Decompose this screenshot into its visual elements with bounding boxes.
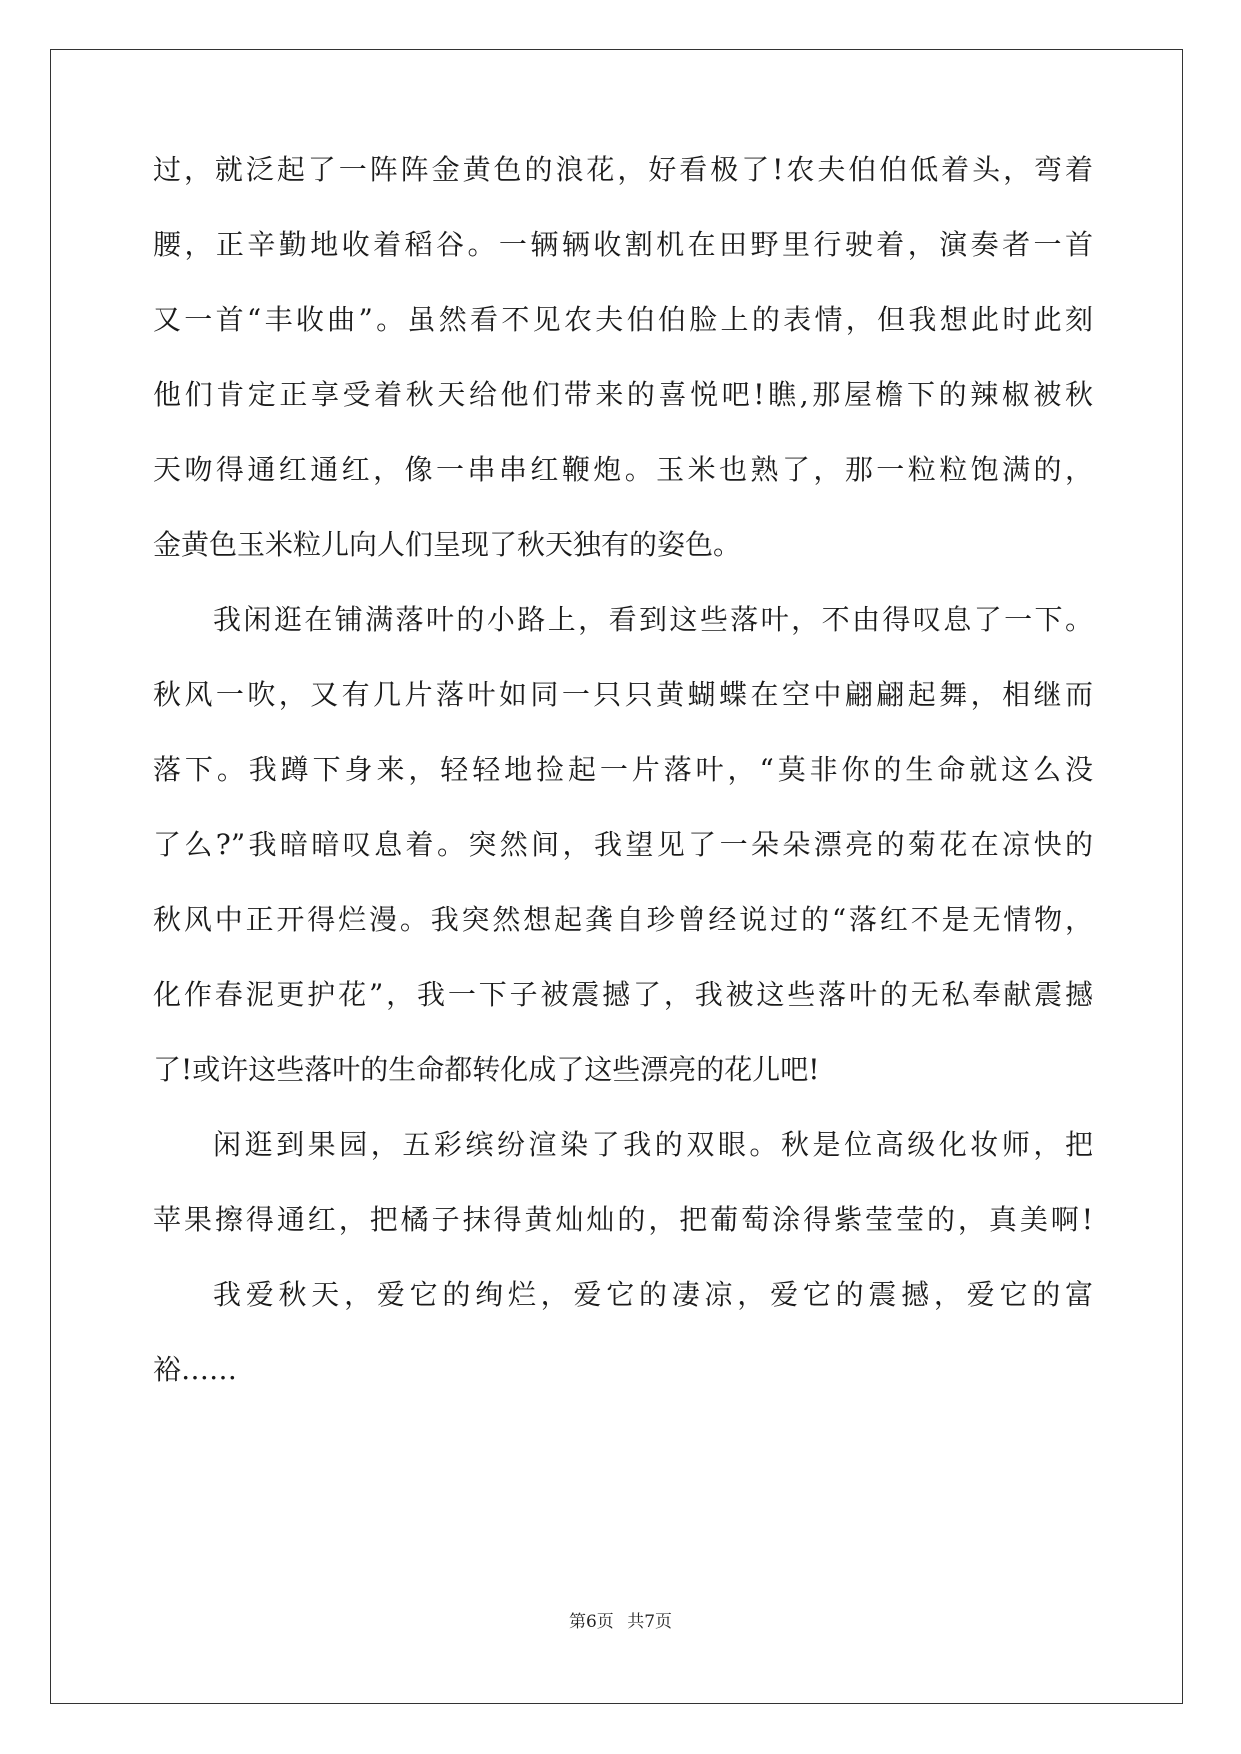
- text-line-3: 又一首“丰收曲”。虽然看不见农夫伯伯脸上的表情，但我想此时此刻: [153, 303, 1093, 336]
- text-line-13: 了!或许这些落叶的生命都转化成了这些漂亮的花儿吧!: [153, 1053, 820, 1086]
- text-line-14: 闲逛到果园，五彩缤纷渲染了我的双眼。秋是位高级化妆师，把: [213, 1128, 1093, 1161]
- text-line-5: 天吻得通红通红，像一串串红鞭炮。玉米也熟了，那一粒粒饱满的，: [153, 453, 1093, 486]
- text-line-16: 我爱秋天，爱它的绚烂，爱它的凄凉，爱它的震撼，爱它的富: [213, 1278, 1093, 1311]
- page-number: 第6页: [568, 1612, 614, 1632]
- text-line-12: 化作春泥更护花”，我一下子被震撼了，我被这些落叶的无私奉献震撼: [153, 978, 1093, 1011]
- text-line-2: 腰，正辛勤地收着稻谷。一辆辆收割机在田野里行驶着，演奏者一首: [153, 228, 1093, 261]
- text-line-15: 苹果擦得通红，把橘子抹得黄灿灿的，把葡萄涂得紫莹莹的，真美啊!: [153, 1203, 1093, 1236]
- page-total: 共7页: [627, 1612, 673, 1632]
- text-line-6: 金黄色玉米粒儿向人们呈现了秋天独有的姿色。: [153, 528, 742, 561]
- page-footer: [0, 1607, 1241, 1632]
- text-line-8: 秋风一吹，又有几片落叶如同一只只黄蝴蝶在空中翩翩起舞，相继而: [153, 678, 1093, 711]
- text-line-11: 秋风中正开得烂漫。我突然想起龚自珍曾经说过的“落红不是无情物，: [153, 903, 1093, 936]
- text-line-9: 落下。我蹲下身来，轻轻地捡起一片落叶，“莫非你的生命就这么没: [153, 753, 1093, 786]
- text-line-4: 他们肯定正享受着秋天给他们带来的喜悦吧!瞧,那屋檐下的辣椒被秋: [153, 378, 1093, 411]
- page-border: [50, 49, 1183, 1704]
- text-line-7: 我闲逛在铺满落叶的小路上，看到这些落叶，不由得叹息了一下。: [213, 603, 1093, 636]
- text-line-10: 了么?”我暗暗叹息着。突然间，我望见了一朵朵漂亮的菊花在凉快的: [153, 828, 1093, 861]
- text-line-1: 过，就泛起了一阵阵金黄色的浪花，好看极了!农夫伯伯低着头，弯着: [153, 153, 1093, 186]
- text-line-17: 裕……: [153, 1353, 238, 1386]
